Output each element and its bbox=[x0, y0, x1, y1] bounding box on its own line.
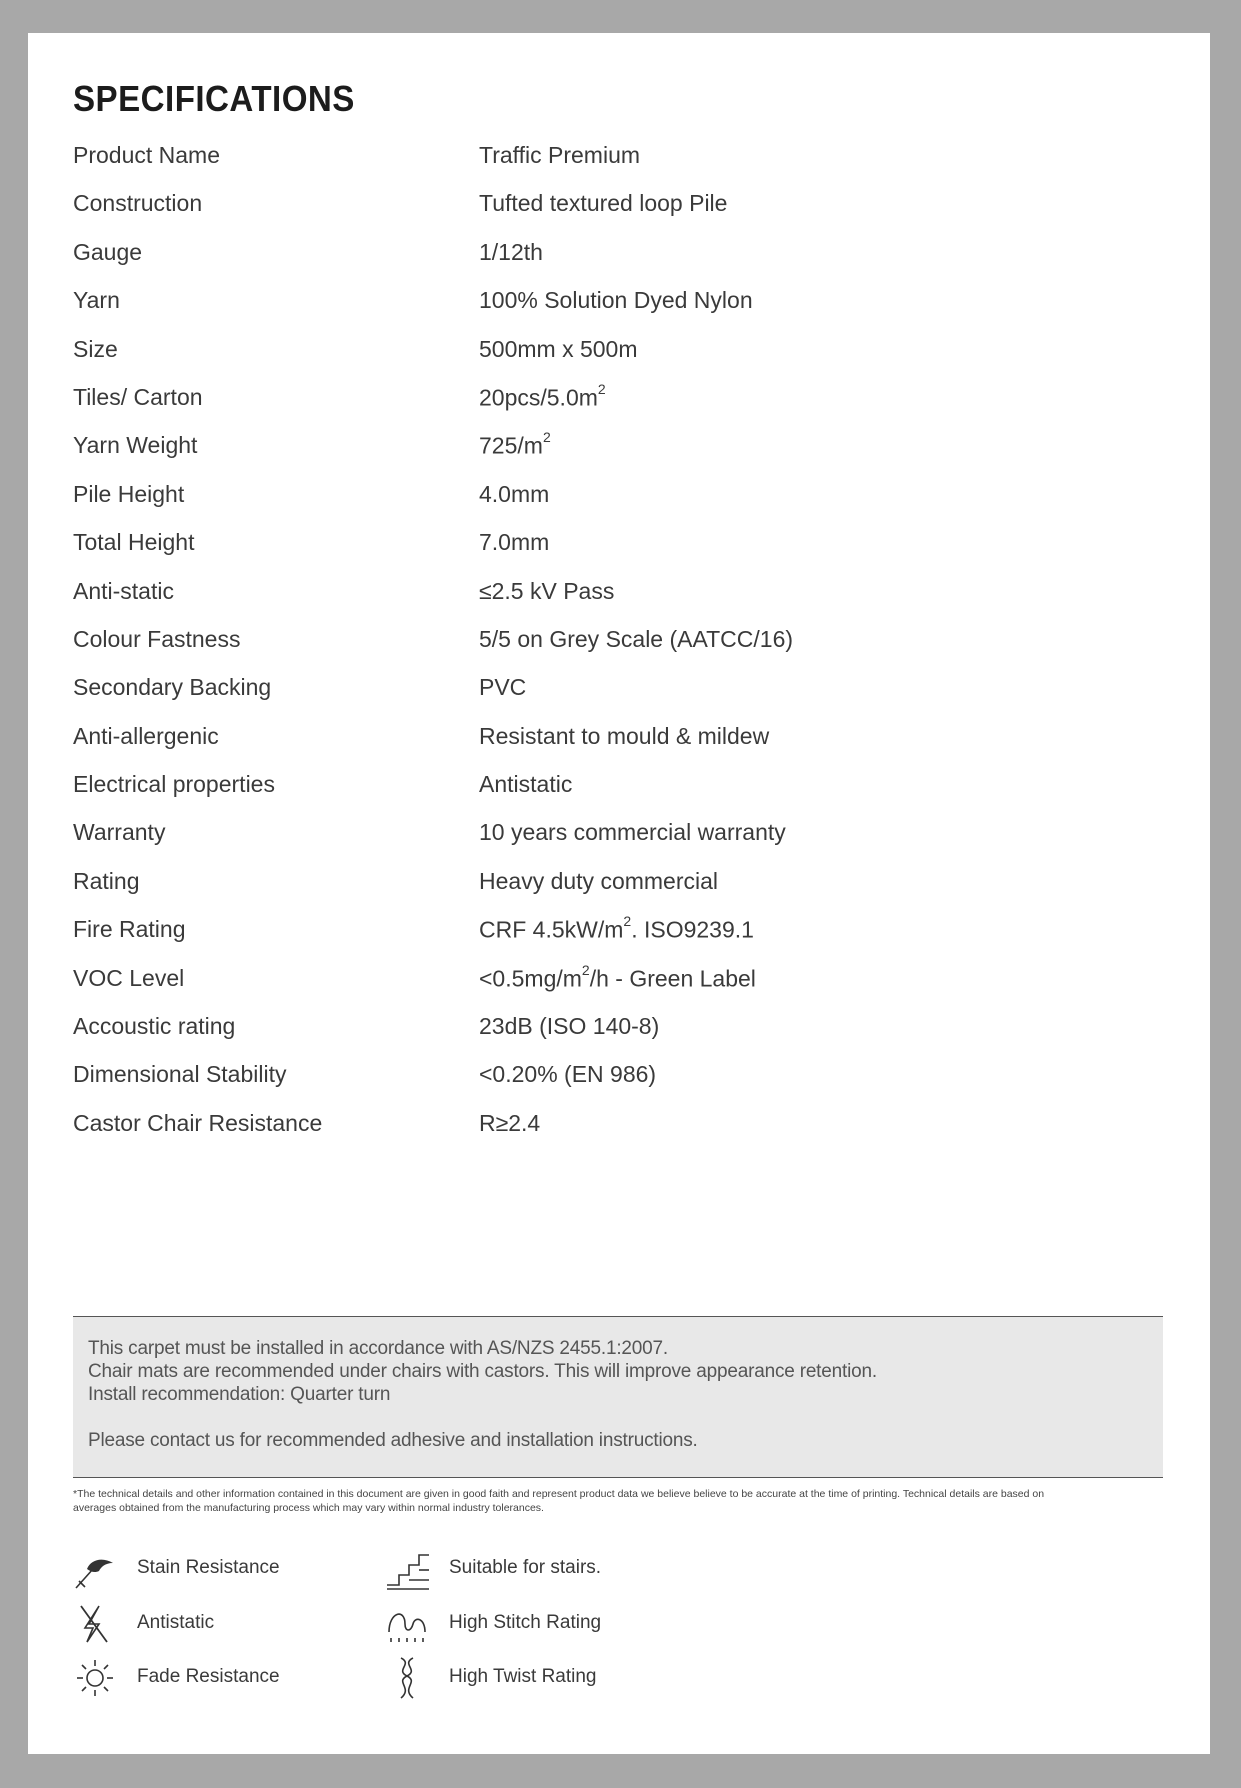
spec-value-text: 725/m bbox=[479, 433, 543, 459]
spec-value bbox=[479, 287, 753, 314]
stain-resistance-icon bbox=[73, 1547, 119, 1591]
spec-value bbox=[479, 913, 754, 944]
spec-row bbox=[73, 868, 973, 916]
spec-value bbox=[479, 1013, 659, 1040]
spec-value bbox=[479, 336, 638, 363]
spec-value-superscript: 2 bbox=[542, 429, 551, 446]
spec-value-text: 4.0mm bbox=[479, 480, 550, 507]
spec-value bbox=[479, 481, 549, 508]
spec-label: Pile Height bbox=[73, 480, 185, 507]
spec-value-text: 5/5 on Grey Scale (AATCC/16) bbox=[479, 625, 794, 652]
spec-row bbox=[73, 190, 973, 238]
spec-value-text: Traffic Premium bbox=[479, 142, 641, 168]
spec-value-text: <0.20% (EN 986) bbox=[479, 1061, 657, 1088]
spec-value bbox=[479, 868, 718, 895]
page-title: SPECIFICATIONS bbox=[73, 78, 355, 119]
spec-row bbox=[73, 961, 973, 1013]
spec-value-text: CRF 4.5kW/m bbox=[479, 916, 624, 943]
spec-label: Gauge bbox=[73, 238, 143, 265]
spec-value bbox=[479, 1110, 540, 1137]
note-line-contact: Please contact us for recommended adhesive and installation instructions. bbox=[88, 1430, 698, 1451]
spec-row bbox=[73, 239, 973, 287]
spec-value-text: 20pcs/5.0m bbox=[479, 384, 598, 411]
feature-label: Fade Resistance bbox=[137, 1666, 280, 1687]
disclaimer: *The technical details and other information contained in this document are given in good faith and represent product data we believe believe to be accurate at the time of printing. Technical details are based on averages obtained from the manufacturing process which may vary within normal industry tolerances. bbox=[73, 1488, 1045, 1514]
spec-value-text: Tufted textured loop Pile bbox=[479, 190, 728, 217]
spec-table bbox=[73, 142, 973, 1158]
spec-value-superscript: 2 bbox=[597, 380, 606, 397]
spec-value-text: 100% Solution Dyed Nylon bbox=[479, 287, 753, 314]
spec-label: Warranty bbox=[73, 819, 166, 846]
spec-value bbox=[479, 529, 549, 556]
spec-label: Fire Rating bbox=[73, 916, 186, 943]
spec-label: Yarn bbox=[73, 287, 120, 314]
spec-value-text: Resistant to mould & mildew bbox=[479, 722, 770, 749]
spec-value-superscript: 2 bbox=[623, 913, 632, 930]
feature-label: Stain Resistance bbox=[137, 1557, 280, 1578]
installation-notes bbox=[73, 1316, 1163, 1478]
spec-label: Product Name bbox=[73, 142, 221, 168]
spec-row bbox=[73, 913, 973, 964]
spec-label: Secondary Backing bbox=[73, 674, 272, 701]
spec-value bbox=[479, 1061, 656, 1088]
note-line-standard: This carpet must be installed in accordance with AS/NZS 2455.1:2007. bbox=[88, 1338, 668, 1359]
sun-icon bbox=[73, 1656, 119, 1700]
spec-row bbox=[73, 1110, 973, 1158]
spec-row bbox=[73, 287, 973, 335]
spec-value-text: 23dB (ISO 140-8) bbox=[479, 1013, 660, 1040]
spec-value-text: 1/12th bbox=[479, 238, 543, 265]
spec-row bbox=[73, 142, 973, 190]
spec-value-text: R≥2.4 bbox=[479, 1109, 541, 1136]
twist-icon bbox=[385, 1656, 431, 1700]
spec-row bbox=[73, 723, 973, 771]
spec-value bbox=[479, 142, 640, 169]
spec-value bbox=[479, 578, 614, 605]
spec-row bbox=[73, 771, 973, 819]
spec-value-text: ≤2.5 kV Pass bbox=[479, 577, 615, 604]
spec-label: VOC Level bbox=[73, 964, 185, 991]
spec-label: Rating bbox=[73, 867, 140, 894]
spec-value-text: <0.5mg/m bbox=[479, 965, 582, 992]
note-line-install: Install recommendation: Quarter turn bbox=[88, 1384, 391, 1405]
spec-label: Tiles/ Carton bbox=[73, 383, 203, 410]
spec-label: Accoustic rating bbox=[73, 1013, 236, 1040]
spec-value bbox=[479, 723, 769, 750]
stairs-icon bbox=[385, 1547, 431, 1591]
feature-label: Antistatic bbox=[137, 1612, 215, 1633]
spec-value bbox=[479, 429, 551, 460]
spec-value bbox=[479, 380, 606, 412]
spec-row bbox=[73, 380, 973, 432]
spec-value bbox=[479, 961, 756, 993]
spec-row bbox=[73, 578, 973, 626]
spec-label: Colour Fastness bbox=[73, 625, 241, 652]
spec-label: Total Height bbox=[73, 529, 195, 556]
spec-row bbox=[73, 819, 973, 867]
spec-value-suffix: /h - Green Label bbox=[589, 965, 756, 992]
feature-label: Suitable for stairs. bbox=[449, 1557, 602, 1578]
spec-value bbox=[479, 771, 572, 798]
spec-label: Dimensional Stability bbox=[73, 1061, 287, 1088]
spec-label: Size bbox=[73, 335, 118, 362]
stitch-icon bbox=[385, 1602, 431, 1646]
spec-row bbox=[73, 1061, 973, 1109]
spec-label: Construction bbox=[73, 190, 203, 217]
antistatic-icon bbox=[73, 1602, 119, 1646]
spec-value bbox=[479, 819, 786, 846]
spec-row bbox=[73, 336, 973, 384]
spec-value-text: 7.0mm bbox=[479, 529, 550, 556]
spec-row bbox=[73, 626, 973, 674]
spec-value bbox=[479, 239, 543, 266]
spec-value-text: Antistatic bbox=[479, 771, 573, 798]
spec-row bbox=[73, 529, 973, 577]
spec-row bbox=[73, 481, 973, 529]
spec-value-text: PVC bbox=[479, 674, 527, 701]
note-line-chair-mats: Chair mats are recommended under chairs with castors. This will improve appearance retention. bbox=[88, 1361, 877, 1382]
spec-value-suffix: . ISO9239.1 bbox=[631, 916, 754, 943]
spec-row bbox=[73, 429, 973, 480]
spec-value-superscript: 2 bbox=[581, 961, 590, 978]
spec-row bbox=[73, 1013, 973, 1061]
feature-label: High Stitch Rating bbox=[449, 1612, 602, 1633]
spec-value-text: 10 years commercial warranty bbox=[479, 819, 786, 846]
spec-value bbox=[479, 190, 727, 217]
spec-row bbox=[73, 674, 973, 722]
feature-label: High Twist Rating bbox=[449, 1666, 597, 1687]
spec-value-text: 500mm x 500m bbox=[479, 335, 638, 362]
spec-value bbox=[479, 674, 526, 701]
spec-label: Electrical properties bbox=[73, 771, 275, 798]
spec-value-text: Heavy duty commercial bbox=[479, 867, 719, 894]
spec-label: Anti-static bbox=[73, 577, 174, 604]
spec-label: Anti-allergenic bbox=[73, 722, 219, 749]
spec-label: Castor Chair Resistance bbox=[73, 1109, 323, 1136]
spec-label: Yarn Weight bbox=[73, 432, 198, 459]
spec-value bbox=[479, 626, 793, 653]
